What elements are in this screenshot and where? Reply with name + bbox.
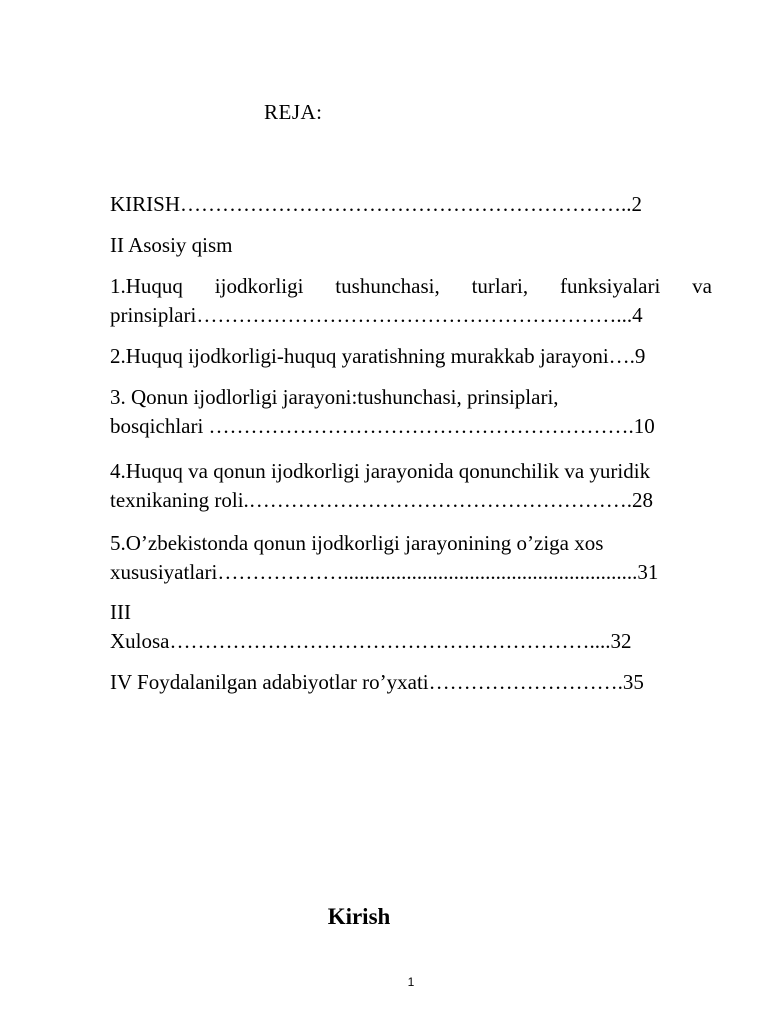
toc-entry-5-line-1: 5.O’zbekistonda qonun ijodkorligi jarayonining o’ziga xos [110,531,604,555]
toc-entry-3-line-1: 3. Qonun ijodlorligi jarayoni:tushunchasi, prinsiplari, [110,385,559,409]
toc-entry-4-line-2: texnikaning roli.……………………………………………….28 [110,488,654,512]
toc-entry-4-line-1: 4.Huquq va qonun ijodkorligi jarayonida qonunchilik va yuridik [110,459,651,483]
toc-entry-adabiyotlar: IV Foydalanilgan adabiyotlar ro’yxati……………………….35 [110,670,644,694]
page-number: 1 [407,975,415,989]
toc-entry-3-line-2: bosqichlari …………………………………………………….10 [110,414,655,438]
toc-entry-2: 2.Huquq ijodkorligi-huquq yaratishning murakkab jarayoni….9 [110,344,646,368]
plan-title: REJA: [264,100,323,124]
kirish-heading: Kirish [327,904,391,929]
toc-section-asosiy-qism: II Asosiy qism [110,233,233,257]
toc-entry-1-line-2: prinsiplari……………………………………………………...4 [110,303,643,327]
toc-section-iii-label: III [110,600,131,624]
toc-entry-1-line-1: 1.Huquq ijodkorligi tushunchasi, turlari, funksiyalari va [110,274,712,298]
toc-entry-xulosa: Xulosa……………………………………………………....32 [110,629,632,653]
toc-entry-5-line-2: xususiyatlari………………........................................................31 [110,560,659,584]
toc-entry-kirish: KIRISH………………………………………………………..2 [110,192,643,216]
